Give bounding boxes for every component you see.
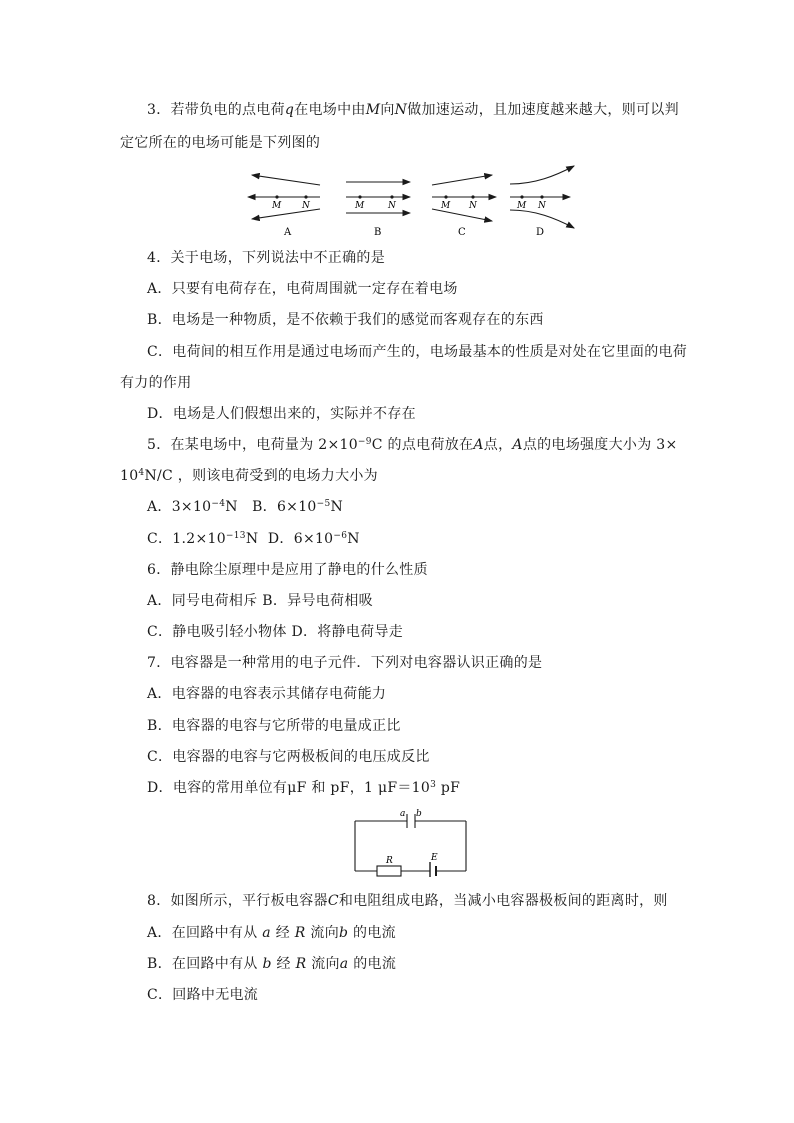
circuit-label-b: b	[416, 809, 422, 819]
q3-stem-line2: 定它所在的电场可能是下列图的	[120, 135, 321, 151]
fig-d-m-label: M	[517, 201, 527, 211]
q5-options-ab: A．$3\times 10^{-4}N$ B．$6\times 10^{-5}N$	[147, 499, 344, 515]
q7-option-b: B．电容器的电容与它所带的电量成正比	[147, 718, 401, 734]
q4-option-d: D．电场是人们假想出来的，实际并不存在	[147, 406, 416, 422]
q8-option-b: B．在回路中有从 b 经 R 流向a 的电流	[147, 956, 397, 972]
fig-b-m-label: M	[355, 201, 365, 211]
fig-c-m-label: M	[441, 201, 451, 211]
q7-option-a: A．电容器的电容表示其储存电荷能力	[147, 686, 387, 702]
q7-stem: 7．电容器是一种常用的电子元件．下列对电容器认识正确的是	[147, 655, 543, 671]
q7-option-d: D．电容的常用单位有μF 和 pF，1 $\mu F=10^3$ pF	[147, 780, 461, 796]
q6-options-cd: C．静电吸引轻小物体 D．将静电荷导走	[147, 624, 404, 640]
fig-c-n-label: N	[469, 201, 477, 211]
circuit-label-e: E	[431, 853, 438, 863]
fig-b-n-label: N	[388, 201, 396, 211]
figure-c	[432, 175, 496, 221]
q6-stem: 6．静电除尘原理中是应用了静电的什么性质	[147, 562, 428, 578]
q5-stem-line1: 5．在某电场中，电荷量为 $2\times 10^{-9}C$ 的点电荷放在A点，A点的电场强度大小为 3×	[147, 437, 678, 453]
resistor	[377, 866, 401, 876]
fig-b-label: B	[374, 227, 382, 238]
fig-a-m-label: M	[272, 201, 282, 211]
q6-options-ab: A．同号电荷相斥 B．异号电荷相吸	[147, 593, 373, 609]
q5-stem-line2: $10^4N/C$ ，则该电荷受到的电场力大小为	[120, 468, 378, 484]
fig-c-label: C	[458, 227, 466, 238]
fig-d-n-label: N	[538, 201, 546, 211]
q7-option-c: C．电容器的电容与它两极板间的电压成反比	[147, 749, 430, 765]
q8-option-a: A．在回路中有从 a 经 R 流向b 的电流	[147, 925, 396, 941]
q4-option-c-line2: 有力的作用	[120, 375, 192, 391]
circuit-diagram	[350, 805, 472, 877]
field-lines-figure	[240, 158, 585, 238]
q4-option-c-line1: C．电荷间的相互作用是通过电场而产生的，电场最基本的性质是对处在它里面的电荷	[147, 344, 688, 360]
q4-option-a: A．只要有电荷存在，电荷周围就一定存在着电场	[147, 281, 458, 297]
q4-stem: 4．关于电场，下列说法中不正确的是	[147, 250, 386, 266]
q8-option-c: C．回路中无电流	[147, 987, 259, 1003]
q5-options-cd: C．$1.2\times 10^{-13}N$ D．$6\times 10^{-6}N$	[147, 531, 360, 547]
q4-option-b: B．电场是一种物质，是不依赖于我们的感觉而客观存在的东西	[147, 312, 544, 328]
figure-a	[248, 175, 320, 219]
circuit-label-r: R	[386, 856, 393, 866]
q3-stem-line1: 3．若带负电的点电荷q在电场中由M向N做加速运动，且加速度越来越大，则可以判	[147, 102, 679, 118]
fig-a-n-label: N	[302, 201, 310, 211]
fig-a-label: A	[284, 227, 292, 238]
q8-stem: 8．如图所示，平行板电容器C和电阻组成电路，当减小电容器极板间的距离时，则	[147, 893, 668, 909]
circuit-label-a: a	[400, 809, 406, 819]
fig-d-label: D	[536, 227, 545, 238]
